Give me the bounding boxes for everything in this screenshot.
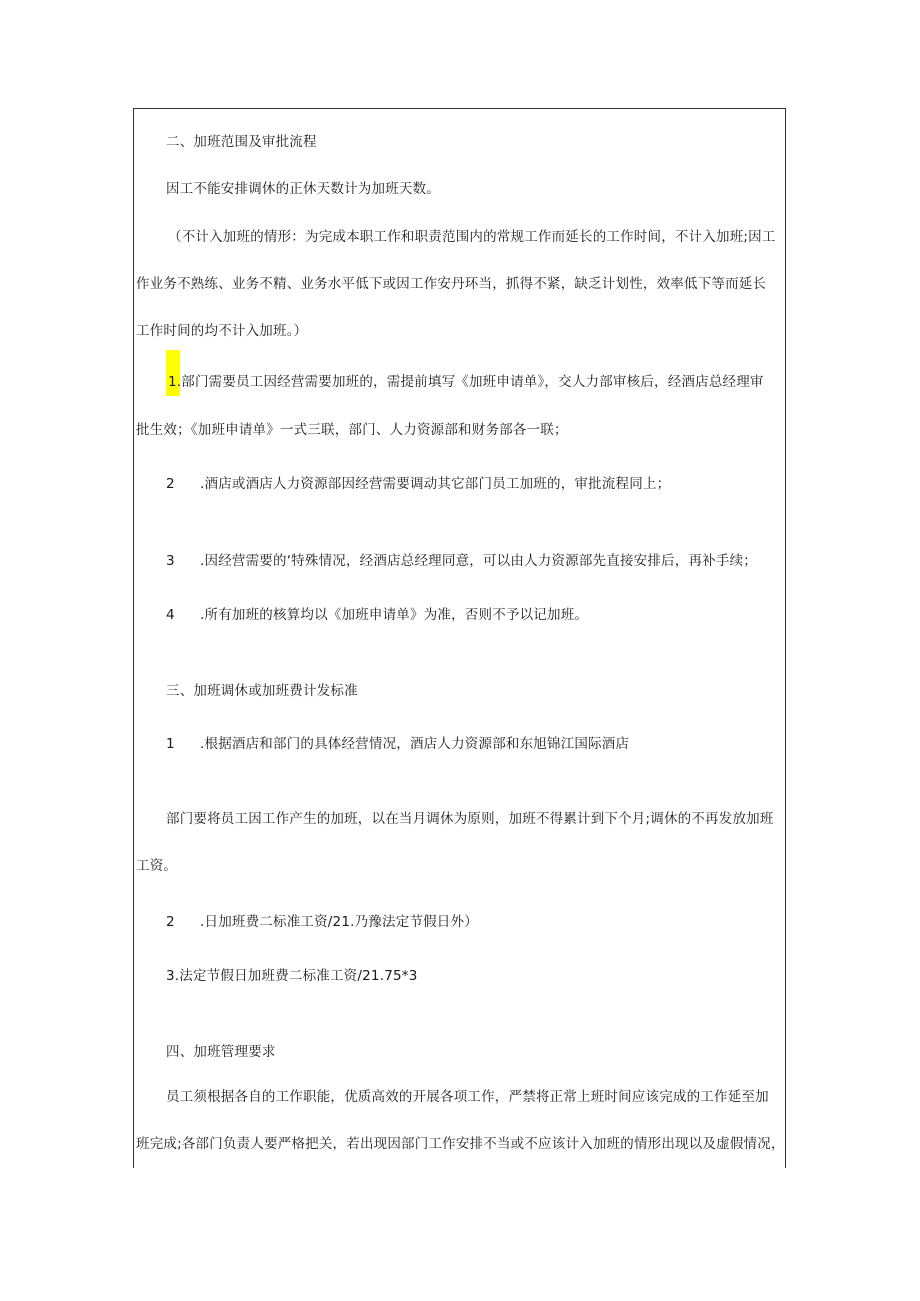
item4-text: .所有加班的核算均以《加班申请单》为准，否则不予以记加班。 — [200, 607, 589, 623]
s3-item2-number: 2 — [166, 914, 175, 930]
paragraph-comp-line2: 工资。 — [136, 858, 178, 874]
s3-item1 — [166, 735, 629, 753]
item2 — [166, 475, 670, 493]
paragraph-mgmt-line2: 班完成;各部门负责人要严格把关，若出现因部门工作安排不当或不应该计入加班的情形出现以及虚假情况， — [136, 1136, 785, 1152]
item2-number: 2 — [166, 476, 175, 492]
item2-text: .酒店或酒店人力资源部因经营需要调动其它部门员工加班的，审批流程同上； — [200, 476, 671, 492]
paragraph-exclusion-line3: 工作时间的均不计入加班。） — [136, 323, 308, 339]
section4-title: 四、加班管理要求 — [166, 1044, 276, 1060]
item1-line2: 批生效；《加班申请单》一式三联，部门、人力资源部和财务部各一联； — [136, 422, 568, 438]
item1-line1: 1.部门需要员工因经营需要加班的，需提前填写《加班申请单》，交人力部审核后，经酒店总经理审 — [168, 374, 764, 390]
item4-number: 4 — [166, 607, 175, 623]
document-frame — [133, 108, 786, 1168]
section3-title: 三、加班调休或加班费计发标准 — [166, 683, 358, 699]
section2-title: 二、加班范围及审批流程 — [166, 134, 317, 150]
item3 — [166, 552, 757, 570]
paragraph-mgmt-line1: 员工须根据各自的工作职能，优质高效的开展各项工作，严禁将正常上班时间应该完成的工作延至加 — [166, 1089, 769, 1105]
paragraph-rest-days: 因工不能安排调休的正休天数计为加班天数。 — [166, 181, 440, 197]
s3-item3: 3.法定节假日加班费二标准工资/21.75*3 — [166, 968, 418, 984]
paragraph-comp-line1: 部门要将员工因工作产生的加班，以在当月调休为原则，加班不得累计到下个月;调休的不再发放加班 — [166, 811, 774, 827]
s3-item1-number: 1 — [166, 736, 175, 752]
item4 — [166, 606, 588, 624]
s3-item1-text: .根据酒店和部门的具体经营情况，酒店人力资源部和东旭锦江国际酒店 — [200, 736, 630, 752]
s3-item2-text: .日加班费二标准工资/21.乃豫法定节假日外） — [200, 914, 478, 930]
item3-text: .因经营需要的‘特殊情况，经酒店总经理同意，可以由人力资源部先直接安排后，再补手续； — [200, 553, 757, 569]
paragraph-exclusion-line2: 作业务不熟练、业务不精、业务水平低下或因工作安丹环当，抓得不紧，缺乏计划性，效率低下等而延长 — [136, 276, 767, 292]
s3-item2 — [166, 913, 478, 931]
paragraph-exclusion-line1: （不计入加班的情形：为完成本职工作和职责范围内的常规工作而延长的工作时间，不计入加班;因工 — [168, 229, 776, 245]
item3-number: 3 — [166, 553, 175, 569]
